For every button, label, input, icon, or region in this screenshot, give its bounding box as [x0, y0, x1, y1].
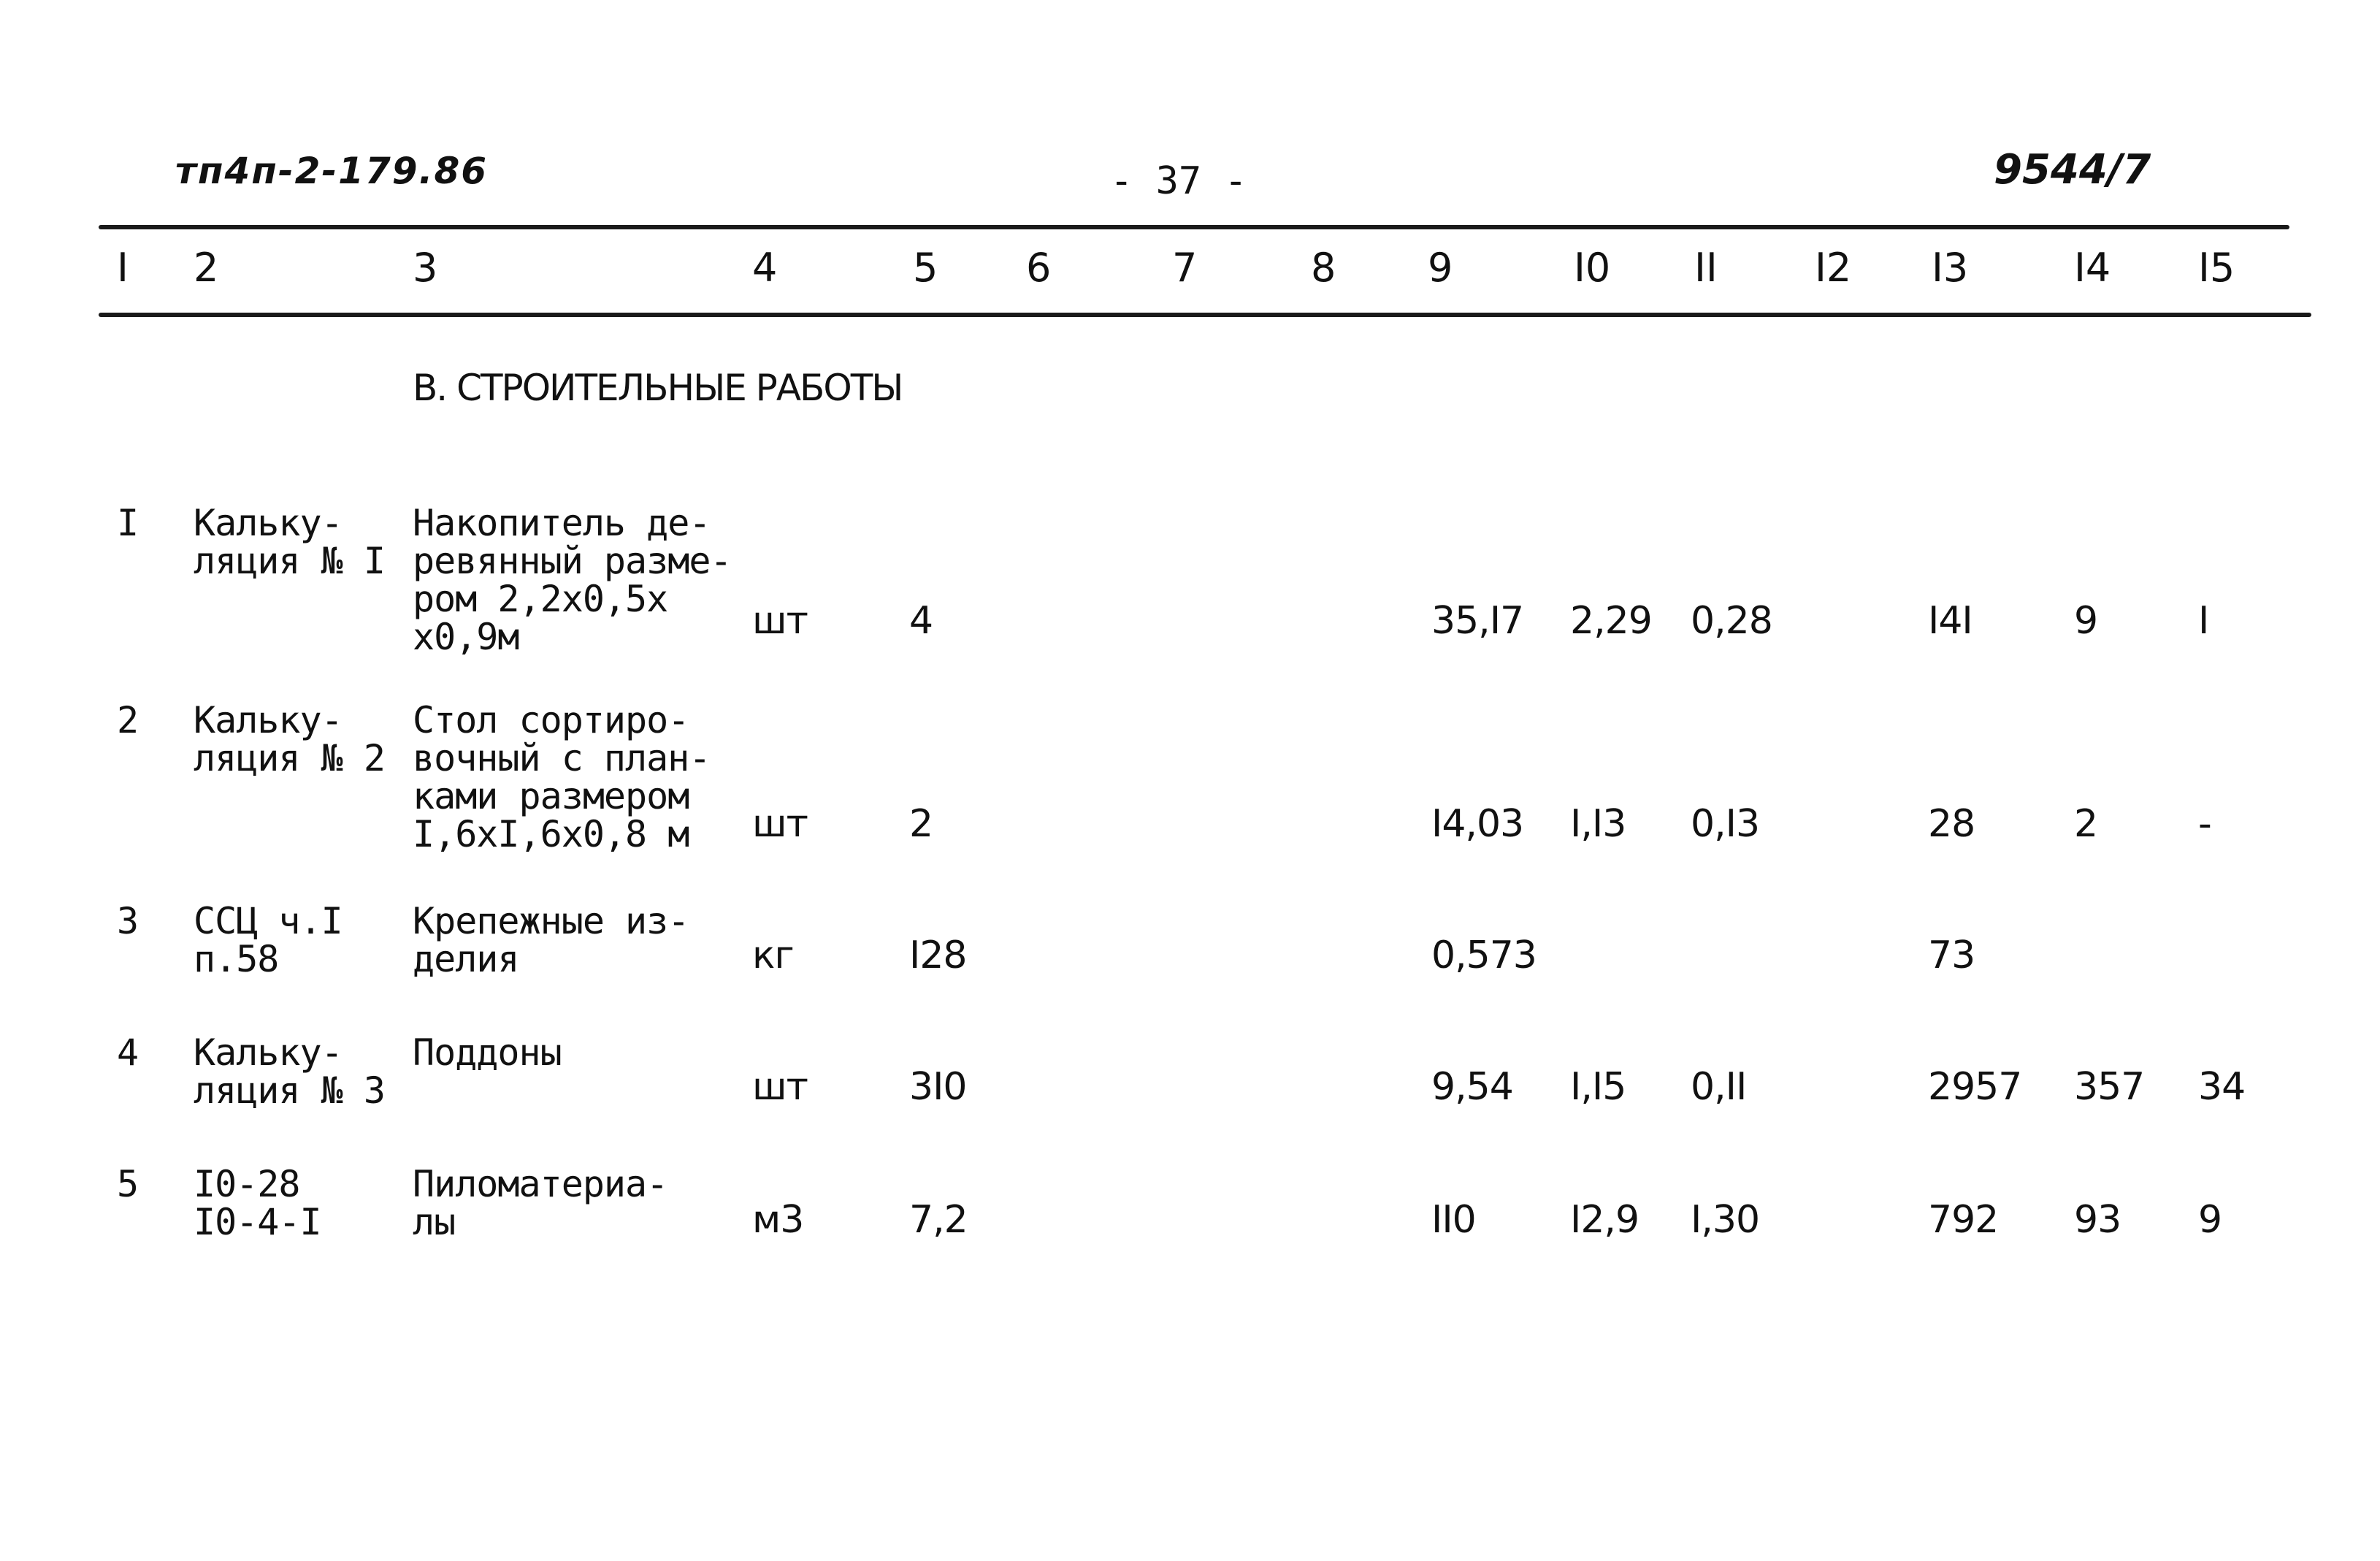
row-basis: I0-28 I0-4-I	[194, 1163, 321, 1243]
col11-cell: I,30	[1691, 1198, 1760, 1242]
col11-cell: 0,I3	[1691, 802, 1760, 846]
page-number: - 37 -	[1110, 159, 1247, 203]
col13-cell: I4I	[1928, 599, 1973, 643]
quantity-cell: 3I0	[909, 1065, 967, 1109]
col13-cell: 73	[1928, 934, 1975, 977]
col15-cell: 34	[2198, 1065, 2246, 1109]
row-basis: Кальку- ляция № 2	[194, 699, 385, 779]
unit-cell: кг	[752, 934, 794, 977]
column-header: I4	[2074, 245, 2111, 291]
col14-cell: 357	[2074, 1065, 2145, 1109]
unit-cell: шт	[752, 1065, 808, 1109]
row-name: Крепежные из- делия	[413, 900, 689, 980]
col10-cell: 2,29	[1570, 599, 1652, 643]
unit-cell: шт	[752, 599, 808, 643]
row-name: Накопитель де- ревянный разме- ром 2,2х0,5х х0,9м	[413, 502, 732, 658]
col9-cell: 9,54	[1431, 1065, 1513, 1109]
quantity-cell: 2	[909, 802, 933, 846]
col10-cell: I,I3	[1570, 802, 1626, 846]
column-header: 8	[1311, 245, 1336, 291]
column-header: I3	[1932, 245, 1969, 291]
unit-cell: шт	[752, 802, 808, 846]
col13-cell: 792	[1928, 1198, 1999, 1242]
row-basis: Кальку- ляция № 3	[194, 1031, 385, 1112]
row-number: 5	[117, 1163, 139, 1205]
quantity-cell: 4	[909, 599, 933, 643]
col9-cell: 0,573	[1431, 934, 1537, 977]
row-number: 2	[117, 699, 139, 741]
col10-cell: I,I5	[1570, 1065, 1626, 1109]
section-title: В. СТРОИТЕЛЬНЫЕ РАБОТЫ	[413, 367, 903, 409]
column-header: I0	[1574, 245, 1611, 291]
row-name: Поддоны	[413, 1031, 562, 1074]
row-number: I	[117, 502, 139, 544]
document-code: тп4п-2-179.86	[175, 150, 489, 192]
column-header: 4	[752, 245, 778, 291]
row-name: Стол сортиро- вочный с план- ками размером I,6хI,6х0,8 м	[413, 699, 711, 855]
col9-cell: I4,03	[1431, 802, 1524, 846]
quantity-cell: I28	[909, 934, 967, 977]
header-bottom-rule	[99, 313, 2311, 317]
quantity-cell: 7,2	[909, 1198, 968, 1242]
column-header: 6	[1026, 245, 1052, 291]
col10-cell: I2,9	[1570, 1198, 1639, 1242]
col15-cell: -	[2198, 802, 2211, 846]
column-header: II	[1694, 245, 1718, 291]
col15-cell: I	[2198, 599, 2209, 643]
col11-cell: 0,28	[1691, 599, 1772, 643]
row-name: Пиломатериа- лы	[413, 1163, 668, 1243]
column-header: 2	[194, 245, 219, 291]
col11-cell: 0,II	[1691, 1065, 1747, 1109]
column-header: I5	[2198, 245, 2235, 291]
column-header: 3	[413, 245, 438, 291]
col14-cell: 93	[2074, 1198, 2121, 1242]
col14-cell: 2	[2074, 802, 2098, 846]
col13-cell: 28	[1928, 802, 1975, 846]
unit-cell: м3	[752, 1198, 804, 1242]
row-basis: Кальку- ляция № I	[194, 502, 385, 582]
header-top-rule	[99, 225, 2289, 229]
column-header: I	[117, 245, 129, 291]
col15-cell: 9	[2198, 1198, 2222, 1242]
row-basis: ССЦ ч.I п.58	[194, 900, 343, 980]
row-number: 3	[117, 900, 139, 942]
col14-cell: 9	[2074, 599, 2098, 643]
column-header: 7	[1172, 245, 1198, 291]
row-number: 4	[117, 1031, 139, 1074]
col13-cell: 2957	[1928, 1065, 2022, 1109]
column-header: 5	[913, 245, 938, 291]
column-header: I2	[1815, 245, 1852, 291]
column-header: 9	[1428, 245, 1453, 291]
col9-cell: 35,I7	[1431, 599, 1524, 643]
sheet-reference: 9544/7	[1994, 146, 2151, 194]
col9-cell: II0	[1431, 1198, 1476, 1242]
